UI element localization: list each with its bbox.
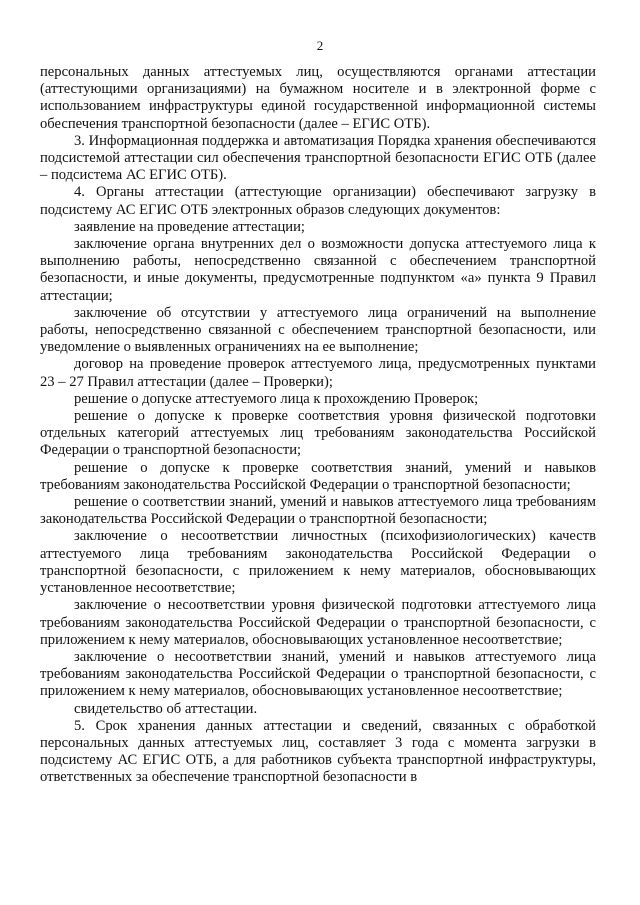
document-list-item: заключение органа внутренних дел о возможности допуска аттестуемого лица к выполнению работы, непосредственно связанной с обеспечением транспортной безопасности, и иные документы, предусмотренные подпунктом «а» пункта 9 Правил аттестации; — [40, 236, 596, 304]
document-list-item: заключение о несоответствии уровня физической подготовки аттестуемого лица требованиям законодательства Российской Федерации о транспортной безопасности, с приложением к нему материалов, обосновывающих установленное несоответствие; — [40, 597, 596, 648]
document-list-item: заключение об отсутствии у аттестуемого лица ограничений на выполнение работы, непосредственно связанной с обеспечением транспортной безопасности, или уведомление о выявленных ограничениях на ее выполнение; — [40, 304, 596, 356]
document-list-item: решение о допуске к проверке соответствия уровня физической подготовки отдельных категорий аттестуемых лиц требованиям законодательства Российской Федерации о транспортной безопасности; — [40, 408, 596, 459]
document-list-item: заключение о несоответствии знаний, умений и навыков аттестуемого лица требованиям законодательства Российской Федерации о транспортной безопасности, с приложением к нему материалов, обосновывающих установленное несоответствие; — [40, 648, 596, 700]
document-list-item: заключение о несоответствии личностных (психофизиологических) качеств аттестуемого лица требованиям законодательства Российской Федерации о транспортной безопасности, с приложением к нему материалов, обосновывающих установленное несоответствие; — [40, 528, 596, 597]
paragraph-item-3: 3. Информационная поддержка и автоматизация Порядка хранения обеспечиваются подсистемой аттестации сил обеспечения транспортной безопасности ЕГИС ОТБ (далее – подсистема АС ЕГИС ОТБ). — [40, 132, 596, 184]
paragraph-continuation: персональных данных аттестуемых лиц, осуществляются органами аттестации (аттестующими организациями) на бумажном носителе и в электронной форме с использованием инфраструктуры единой государственной информационной системы обеспечения транспортной безопасности (далее – ЕГИС ОТБ). — [40, 64, 596, 132]
page-number: 2 — [316, 38, 324, 53]
paragraph-item-5: 5. Срок хранения данных аттестации и сведений, связанных с обработкой персональных данных аттестуемых лиц, составляет 3 года с момента загрузки в подсистему АС ЕГИС ОТБ, а для работников субъекта транспортной инфраструктуры, ответственных за обеспечение транспортной безопасности в — [40, 717, 596, 786]
document-list-item: заявление на проведение аттестации; — [74, 218, 305, 235]
document-list-item: свидетельство об аттестации. — [74, 700, 258, 717]
document-body — [40, 64, 596, 787]
paragraph-item-4: 4. Органы аттестации (аттестующие организации) обеспечивают загрузку в подсистему АС ЕГИС ОТБ электронных образов следующих документов: — [40, 184, 596, 218]
document-list-item: договор на проведение проверок аттестуемого лица, предусмотренных пунктами 23 – 27 Правил аттестации (далее – Проверки); — [40, 356, 596, 390]
document-list-item: решение о допуске аттестуемого лица к прохождению Проверок; — [74, 390, 479, 407]
document-list-item: решение о соответствии знаний, умений и навыков аттестуемого лица требованиям законодательства Российской Федерации о транспортной безопасности; — [40, 494, 596, 528]
document-list-item: решение о допуске к проверке соответствия знаний, умений и навыков требованиям законодательства Российской Федерации о транспортной безопасности; — [40, 459, 596, 493]
